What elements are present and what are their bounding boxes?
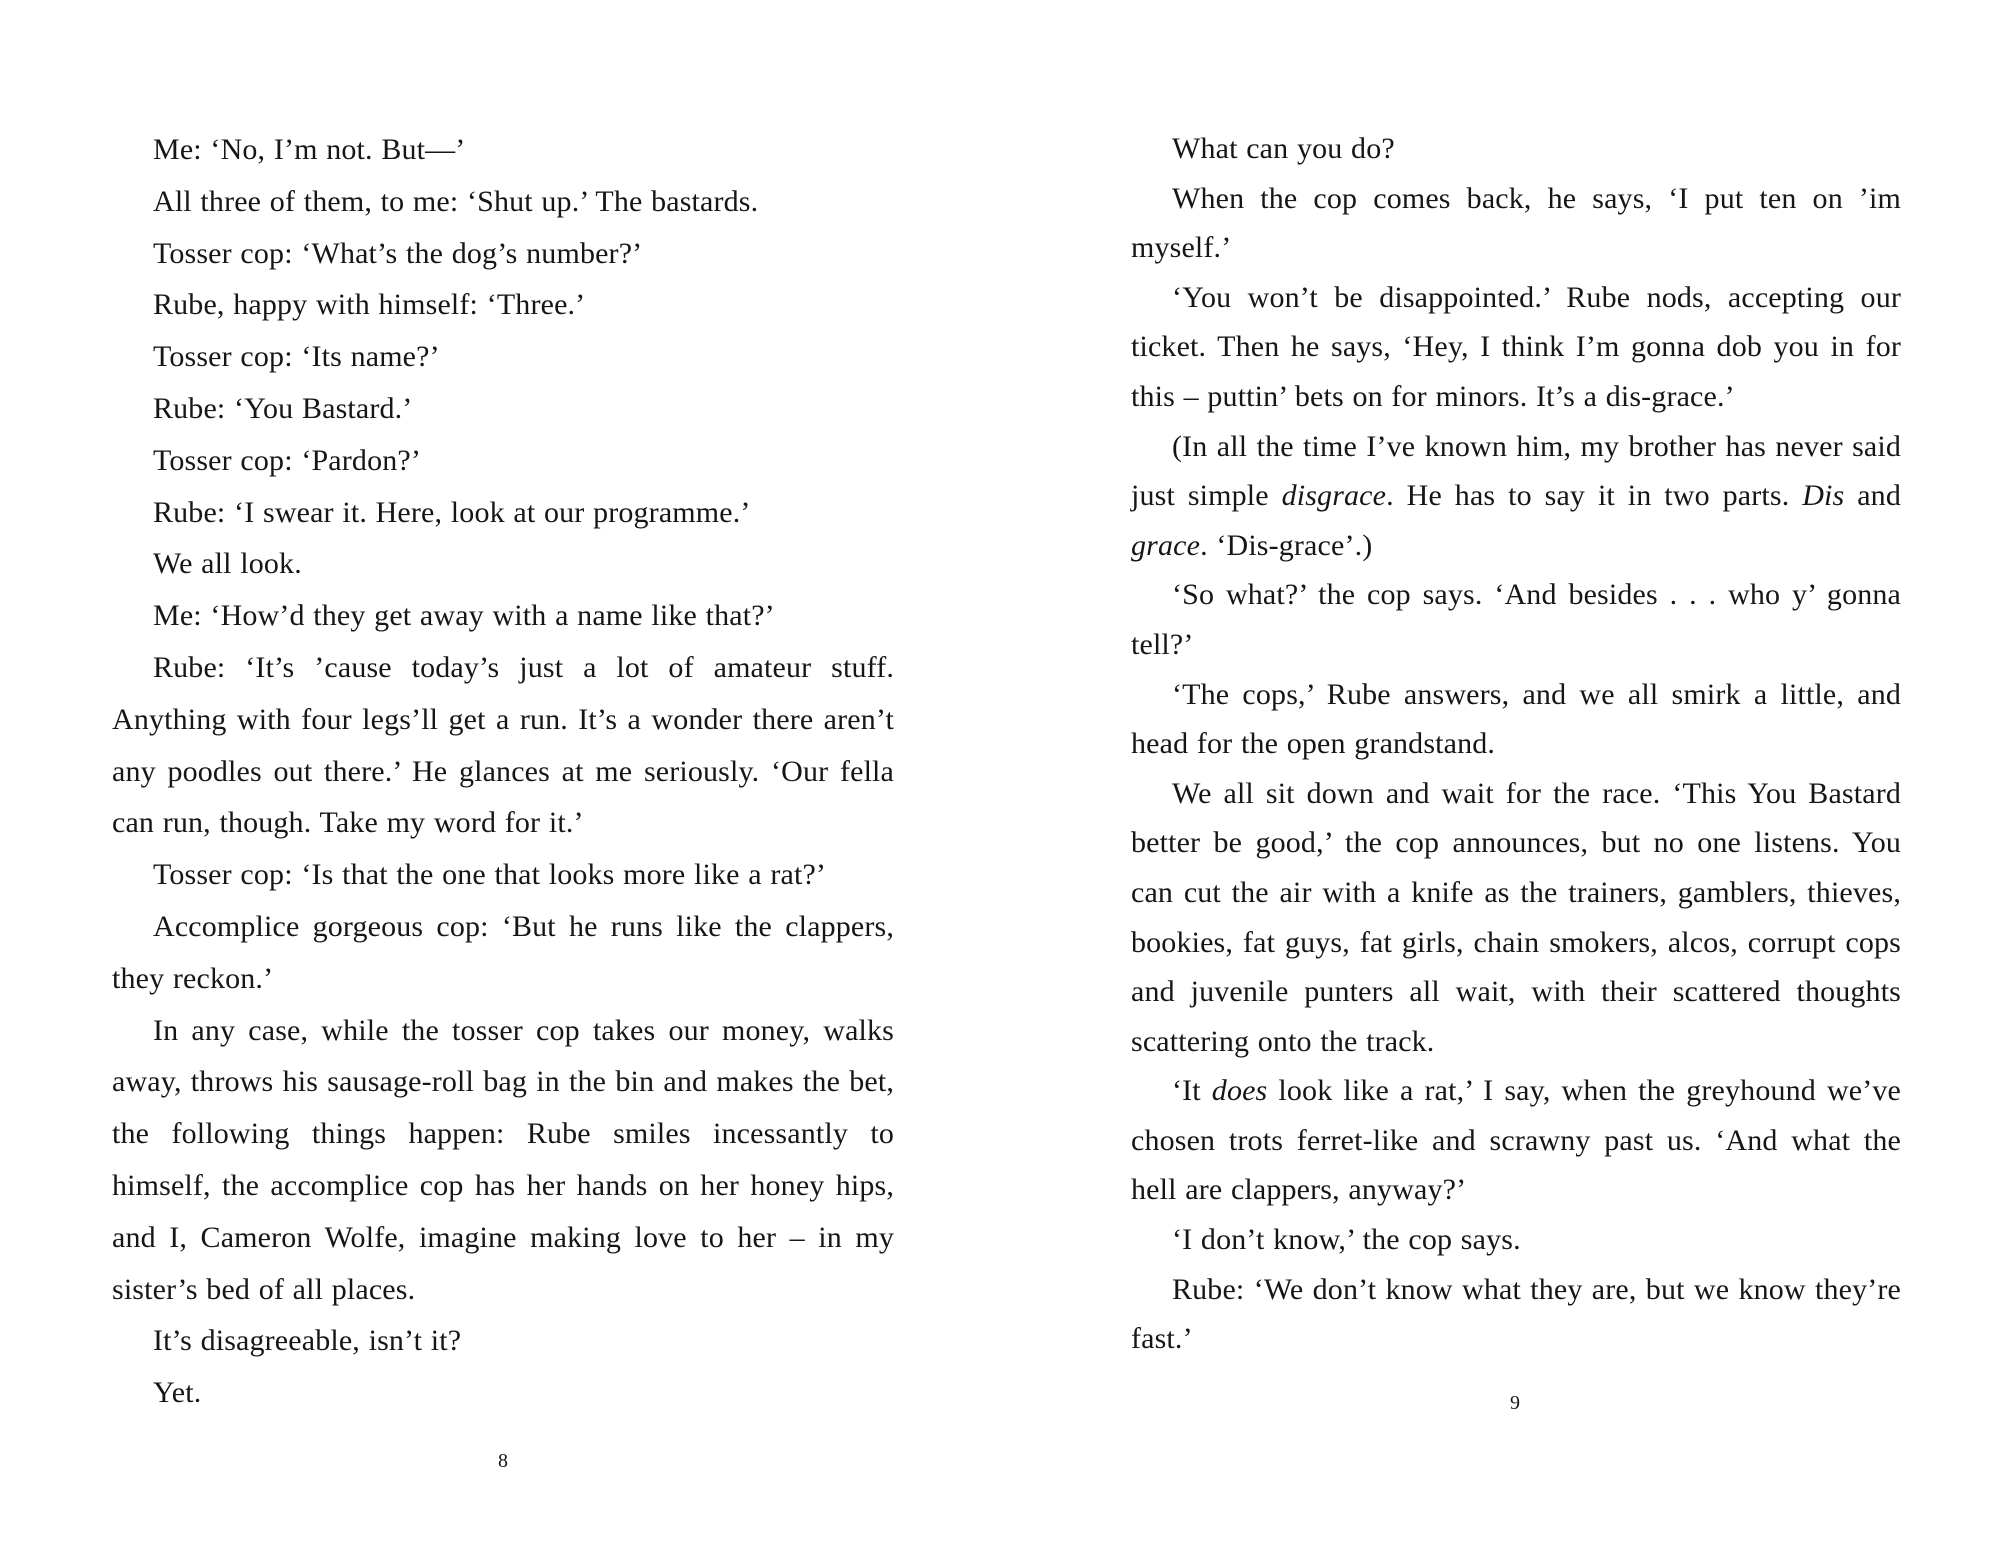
paragraph: Me: ‘How’d they get away with a name like that?’ xyxy=(153,599,775,633)
paragraph: ‘I don’t know,’ the cop says. xyxy=(1172,1223,1521,1257)
paragraph: We all sit down and wait for the race. ‘This You Bastard better be good,’ the cop announces, but no one listens. You can cut the air with a knife as the trainers, gamblers, thieves, bookies, fat guys, fat girls, chain smokers, alcos, corrupt cops and juvenile punters all wait, with their scattered thoughts scattering onto the track. xyxy=(1131,776,1901,1058)
paragraph: Tosser cop: ‘Its name?’ xyxy=(153,340,440,374)
paragraph: ‘You won’t be disappointed.’ Rube nods, accepting our ticket. Then he says, ‘Hey, I think I’m gonna dob you in for this – puttin’ bets on for minors. It’s a dis-grace.’ xyxy=(1131,280,1901,413)
paragraph: Tosser cop: ‘What’s the dog’s number?’ xyxy=(153,236,643,270)
paragraph xyxy=(1131,1066,1901,1215)
paragraph: ‘So what?’ the cop says. ‘And besides . . . who y’ gonna tell?’ xyxy=(1131,578,1901,661)
italic-text: grace xyxy=(1131,528,1201,562)
paragraph: What can you do? xyxy=(1172,132,1395,165)
italic-text: disgrace xyxy=(1281,479,1387,513)
paragraph: In any case, while the tosser cop takes our money, walks away, throws his sausage-roll bag in the bin and makes the bet, the following things happen: Rube smiles incessantly to himself, the accomplice cop has her hands on her honey hips, and I, Cameron Wolfe, imagine making love to her – in my sister’s bed of all places. xyxy=(112,1013,894,1306)
right-page-text xyxy=(1131,124,1901,1364)
paragraph: Rube: ‘I swear it. Here, look at our programme.’ xyxy=(153,495,751,529)
paragraph: It’s disagreeable, isn’t it? xyxy=(153,1324,462,1358)
text-run: look like a rat,’ I say, when the greyhound we’ve chosen trots ferret-like and scrawny past us. ‘And what the hell are clappers, anyway?’ xyxy=(1131,1074,1901,1207)
paragraph: Me: ‘No, I’m not. But—’ xyxy=(153,133,466,166)
text-run: . ‘Dis-grace’.) xyxy=(1200,528,1373,562)
text-run: . He has to say it in two parts. xyxy=(1386,479,1803,513)
paragraph: Accomplice gorgeous cop: ‘But he runs like the clappers, they reckon.’ xyxy=(112,909,894,995)
italic-text: Dis xyxy=(1802,479,1845,513)
paragraph: Tosser cop: ‘Is that the one that looks more like a rat?’ xyxy=(153,858,827,892)
paragraph: Yet. xyxy=(153,1376,202,1410)
page-number: 9 xyxy=(1510,1392,1520,1414)
paragraph: We all look. xyxy=(153,547,302,581)
text-run: ‘It xyxy=(1172,1074,1212,1108)
paragraph: Rube: ‘We don’t know what they are, but we know they’re fast.’ xyxy=(1131,1272,1901,1356)
paragraph: ‘The cops,’ Rube answers, and we all smirk a little, and head for the open grandstand. xyxy=(1131,677,1901,761)
page-number: 8 xyxy=(498,1450,508,1472)
paragraph: Rube: ‘You Bastard.’ xyxy=(153,391,413,425)
paragraph: Tosser cop: ‘Pardon?’ xyxy=(153,443,421,477)
text-run: (In all the time I’ve known him, my brother has never said just simple xyxy=(1131,429,1901,513)
right-page xyxy=(1131,0,1901,1567)
paragraph: Rube: ‘It’s ’cause today’s just a lot of amateur stuff. Anything with four legs’ll get a run. It’s a wonder there aren’t any poodles out there.’ He glances at me seriously. ‘Our fella can run, though. Take my word for it.’ xyxy=(112,650,894,840)
italic-text: does xyxy=(1211,1074,1268,1108)
text-run: and xyxy=(1844,479,1901,513)
paragraph: When the cop comes back, he says, ‘I put ten on ’im myself.’ xyxy=(1131,181,1901,265)
left-page xyxy=(112,0,894,1567)
paragraph: All three of them, to me: ‘Shut up.’ The bastards. xyxy=(153,184,759,218)
paragraph xyxy=(1131,422,1901,571)
paragraph: Rube, happy with himself: ‘Three.’ xyxy=(153,288,586,322)
left-page-text xyxy=(112,124,894,1419)
